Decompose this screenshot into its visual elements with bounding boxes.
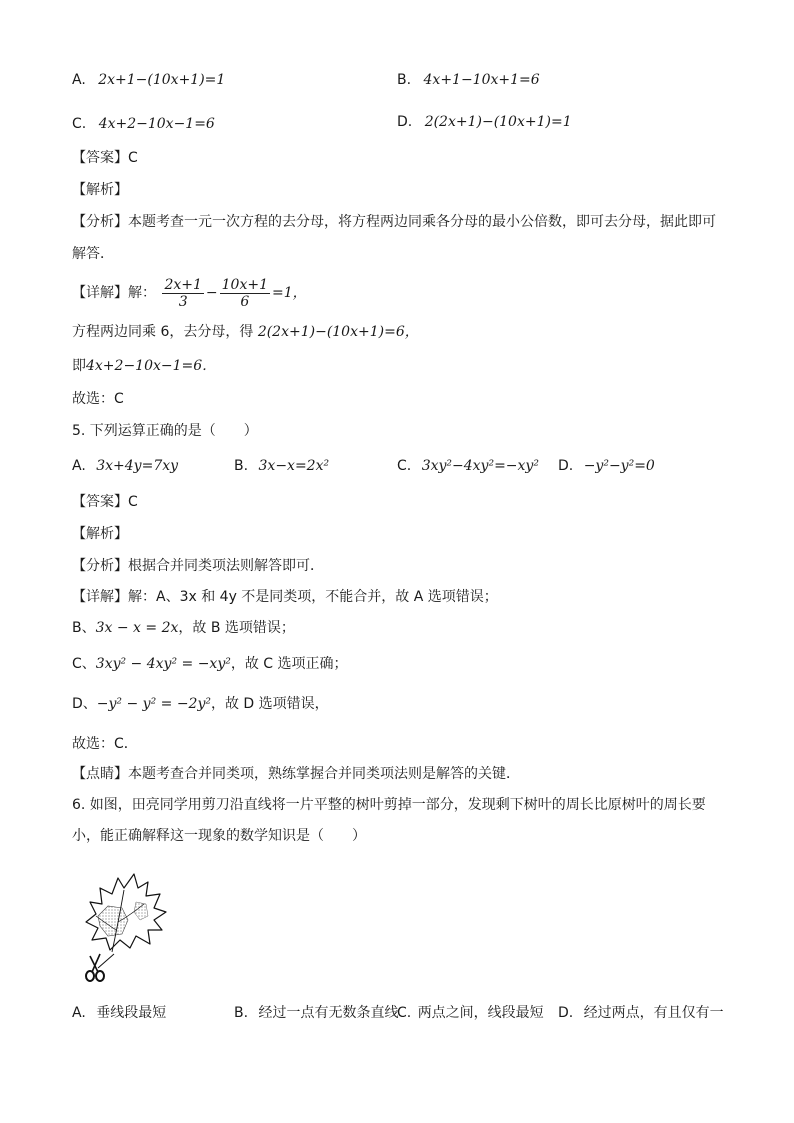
option-letter: B. bbox=[234, 1005, 249, 1021]
analysis-tag: 【解析】 bbox=[72, 526, 128, 542]
q4-option-b bbox=[397, 70, 540, 90]
option-letter: D. bbox=[558, 458, 574, 474]
fraction-1 bbox=[162, 277, 203, 310]
line-expr: −y² − y² = −2y² bbox=[96, 696, 211, 712]
fraction-2 bbox=[220, 277, 270, 310]
fraction-2-num: 10x+1 bbox=[221, 276, 268, 293]
q5-option-a bbox=[72, 456, 178, 476]
option-text: 垂线段最短 bbox=[96, 1005, 167, 1021]
q4-analysis-tag bbox=[72, 180, 128, 200]
q5-line-d bbox=[72, 694, 329, 714]
option-expr: 4x+1−10x+1=6 bbox=[423, 72, 540, 88]
q5-option-b bbox=[234, 456, 329, 476]
step3-expr: 4x+2−10x−1=6． bbox=[86, 358, 217, 374]
q4-fenxi-cont bbox=[72, 244, 114, 264]
choose-text: 故选：C． bbox=[72, 736, 138, 752]
dianjing-text: 本题考查合并同类项，熟练掌握合并同类项法则是解答的关键． bbox=[128, 766, 520, 782]
option-letter: C. bbox=[397, 1005, 412, 1021]
q5-choose bbox=[72, 734, 138, 754]
option-text: 经过一点有无数条直线 bbox=[258, 1005, 399, 1021]
option-text: 两点之间，线段最短 bbox=[417, 1005, 544, 1021]
q5-option-c bbox=[397, 456, 539, 476]
q4-option-a bbox=[72, 70, 225, 90]
option-text: 经过两点，有且仅有一 bbox=[583, 1005, 724, 1021]
xiangjie-tag: 【详解】 bbox=[72, 589, 128, 605]
q5-xiangjie bbox=[72, 587, 498, 607]
fenxi-text: 根据合并同类项法则解答即可． bbox=[128, 558, 324, 574]
option-expr: 3x−x=2x² bbox=[258, 458, 330, 474]
option-expr: 2x+1−(10x+1)=1 bbox=[98, 72, 226, 88]
analysis-tag: 【解析】 bbox=[72, 182, 128, 198]
option-letter: A. bbox=[72, 1005, 86, 1021]
q6-stem-line1 bbox=[72, 795, 706, 815]
scissors-icon bbox=[86, 954, 104, 981]
option-letter: D. bbox=[558, 1005, 574, 1021]
q4-option-d bbox=[397, 112, 572, 132]
option-letter: A. bbox=[72, 72, 86, 88]
question-stem-cont: 小，能正确解释这一现象的数学知识是（ ） bbox=[72, 828, 366, 844]
option-expr: 3xy²−4xy²=−xy² bbox=[421, 458, 539, 474]
leaf-scissors-figure bbox=[78, 864, 170, 986]
question-stem: 5. 下列运算正确的是（ ） bbox=[72, 423, 258, 439]
step3-prefix: 即 bbox=[72, 358, 86, 374]
q6-option-a bbox=[72, 1003, 166, 1023]
line-expr: 3x − x = 2x bbox=[95, 620, 179, 636]
fenxi-text: 本题考查一元一次方程的去分母，将方程两边同乘各分母的最小公倍数，即可去分母，据此即可 bbox=[128, 214, 716, 230]
answer-value: C bbox=[128, 494, 138, 510]
q5-fenxi bbox=[72, 556, 324, 576]
q4-answer bbox=[72, 148, 138, 168]
option-expr: 4x+2−10x−1=6 bbox=[98, 116, 215, 132]
line-suffix: ，故 C 选项正确； bbox=[230, 656, 348, 672]
line-suffix: ，故 D 选项错误， bbox=[210, 696, 329, 712]
fraction-1-num: 2x+1 bbox=[164, 276, 202, 293]
xiangjie-prefix: 解： bbox=[128, 285, 156, 301]
line-prefix: D、 bbox=[72, 696, 97, 712]
option-letter: A. bbox=[72, 458, 86, 474]
line-suffix: ，故 B 选项错误； bbox=[178, 620, 295, 636]
q4-step2 bbox=[72, 322, 419, 342]
q6-option-c bbox=[397, 1003, 544, 1023]
q6-option-b bbox=[234, 1003, 399, 1023]
option-letter: C. bbox=[72, 116, 87, 132]
choose-text: 故选：C bbox=[72, 391, 124, 407]
q6-option-d bbox=[558, 1003, 724, 1023]
fenxi-text-cont: 解答． bbox=[72, 246, 114, 262]
detail-line-a: 解：A、3x 和 4y 不是同类项，不能合并，故 A 选项错误； bbox=[128, 589, 498, 605]
fenxi-tag: 【分析】 bbox=[72, 558, 128, 574]
line-prefix: C、 bbox=[72, 656, 96, 672]
q5-option-d bbox=[558, 456, 655, 476]
q4-choose bbox=[72, 389, 124, 409]
leaf-icon bbox=[86, 874, 166, 968]
q4-fenxi bbox=[72, 212, 716, 232]
q5-dianjing bbox=[72, 764, 520, 784]
fraction-1-den: 3 bbox=[178, 293, 188, 310]
dianjing-tag: 【点睛】 bbox=[72, 766, 128, 782]
line-prefix: B、 bbox=[72, 620, 96, 636]
q6-stem-line2 bbox=[72, 826, 366, 846]
answer-tag: 【答案】 bbox=[72, 494, 128, 510]
step2-expr: 2(2x+1)−(10x+1)=6， bbox=[257, 324, 419, 340]
answer-value: C bbox=[128, 150, 138, 166]
line-expr: 3xy² − 4xy² = −xy² bbox=[95, 656, 231, 672]
q5-line-b bbox=[72, 618, 295, 638]
minus-sign: − bbox=[205, 285, 218, 301]
xiangjie-tag: 【详解】 bbox=[72, 285, 128, 301]
fraction-2-den: 6 bbox=[240, 293, 250, 310]
q5-analysis-tag bbox=[72, 524, 128, 544]
q5-stem bbox=[72, 421, 258, 441]
q4-step3 bbox=[72, 356, 216, 376]
answer-tag: 【答案】 bbox=[72, 150, 128, 166]
q5-answer bbox=[72, 492, 138, 512]
fenxi-tag: 【分析】 bbox=[72, 214, 128, 230]
option-letter: D. bbox=[397, 114, 413, 130]
option-letter: B. bbox=[397, 72, 412, 88]
q4-option-c bbox=[72, 114, 215, 134]
step2-text: 方程两边同乘 6，去分母，得 bbox=[72, 324, 254, 340]
option-letter: C. bbox=[397, 458, 412, 474]
question-stem: 6. 如图，田亮同学用剪刀沿直线将一片平整的树叶剪掉一部分，发现剩下树叶的周长比原树叶的周长要 bbox=[72, 797, 706, 813]
equation-tail: =1， bbox=[272, 285, 307, 301]
option-expr: 3x+4y=7xy bbox=[96, 458, 179, 474]
q5-line-c bbox=[72, 654, 348, 674]
option-expr: −y²−y²=0 bbox=[583, 458, 655, 474]
option-expr: 2(2x+1)−(10x+1)=1 bbox=[424, 114, 572, 130]
q4-xiangjie bbox=[72, 270, 307, 316]
option-letter: B. bbox=[234, 458, 249, 474]
